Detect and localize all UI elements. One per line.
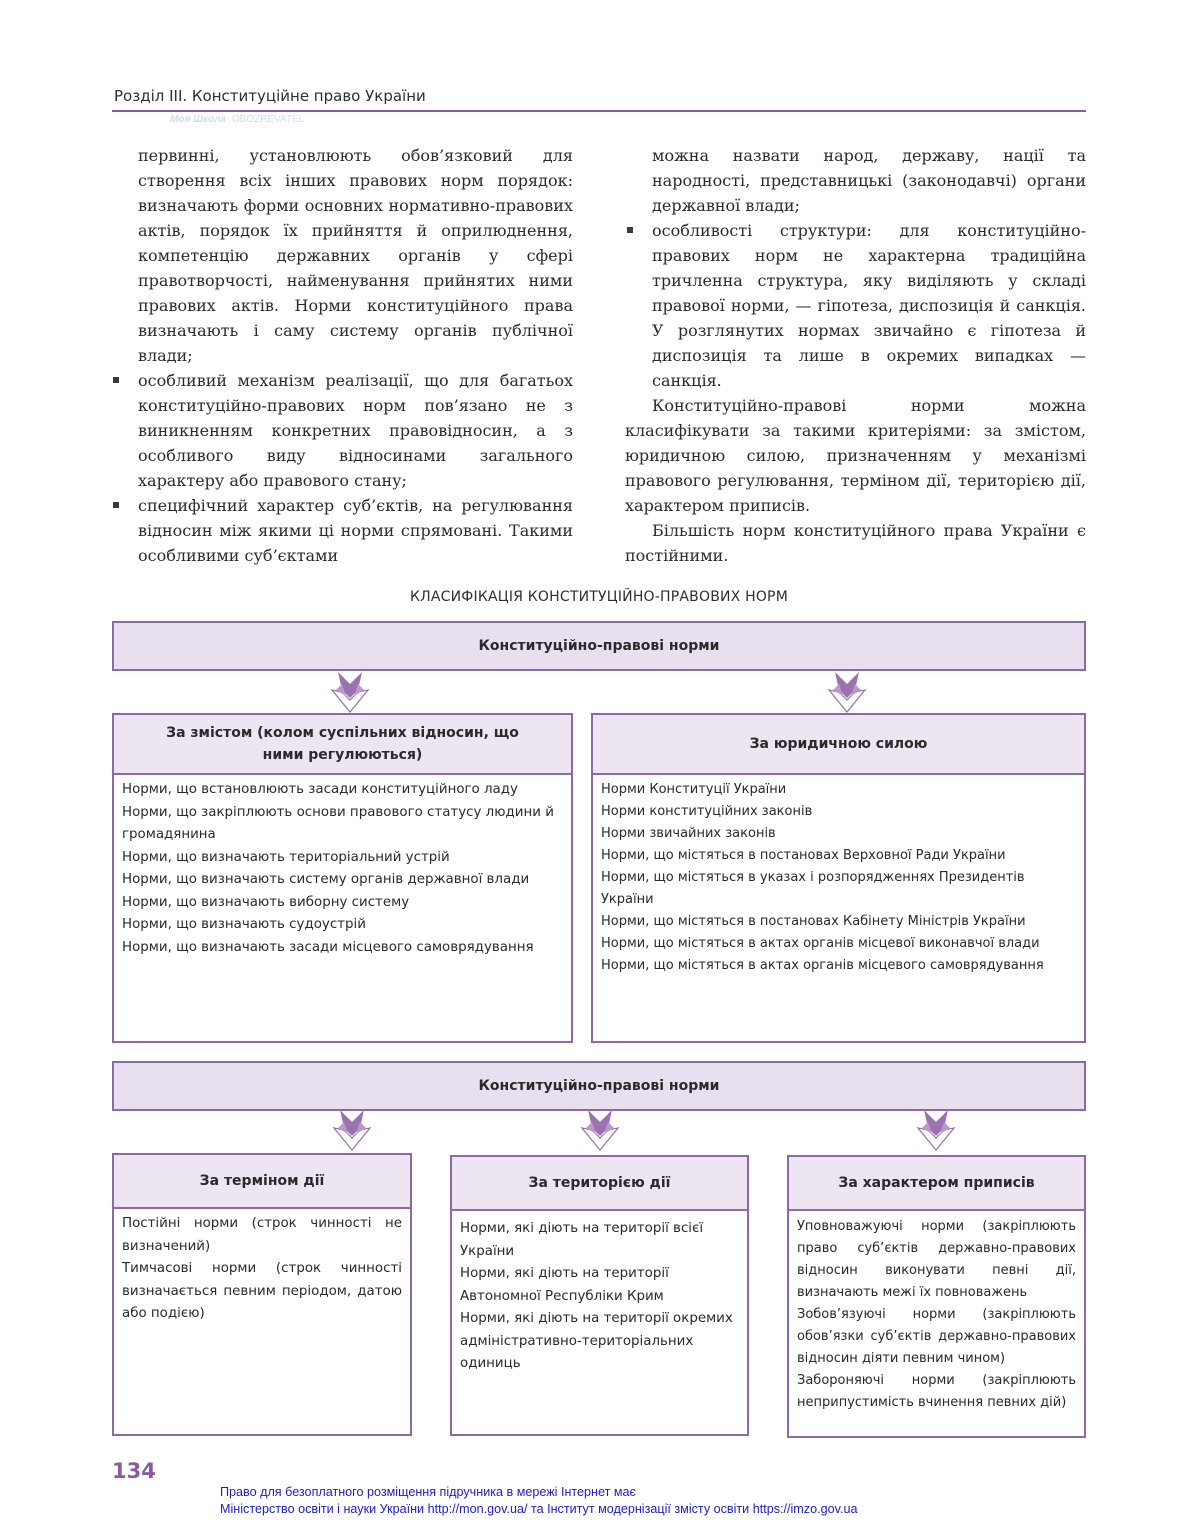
paragraph: первинні, установлюють обов’язковий для створення всіх інших правових норм порядок: визначають форми основних нормативно-правових актів, порядок їх прийняття й оприлюднення, компетенцію державних органів у сфері правотворчості, найменування прийнятих ними правових актів. Норми конституційного права визначають і саму систему органів публічної влади; xyxy=(138,146,573,365)
list-item: Норми, що визначають виборну систему xyxy=(122,894,410,910)
classification-box-prescriptions xyxy=(787,1155,1086,1438)
list-item: Норми звичайних законів xyxy=(601,826,776,841)
list-item: Норми, що містяться в актах органів місцевої виконавчої влади xyxy=(601,936,1040,951)
bullet-text: особливості структури: для конституційно-правових норм не характерна традиційна тричленна структура, яку виділяють у складі правової норми, — гіпотеза, диспозиція й санкція. У розглянутих нормах звичайно є гіпотеза й диспозиція та лише в окремих випадках — санкція. xyxy=(652,221,1086,390)
list-item: Норми, які діють на території всієї України xyxy=(460,1221,704,1259)
root-bar-label: Конституційно-правові норми xyxy=(478,638,720,654)
left-text-column xyxy=(138,143,573,568)
list-item: Норми, що містяться в постановах Верховної Ради України xyxy=(601,848,1006,863)
box-body xyxy=(114,775,571,963)
list-item: Уповноважуючі норми (закріплюють право суб’єктів державно-правових відносин виконувати певні дії, визначають межі їх повноважень xyxy=(797,1219,1076,1300)
classification-box-legal-force xyxy=(591,713,1086,1043)
diagram-root-bar xyxy=(112,621,1086,671)
right-text-column xyxy=(625,143,1086,568)
list-item: Норми, що встановлюють засади конституційного ладу xyxy=(122,782,518,797)
list-item: Норми, що визначають територіальний устрій xyxy=(122,849,450,865)
bullet-icon xyxy=(113,502,119,508)
footer-line-1: Право для безоплатного розміщення підручника в мережі Інтернет має xyxy=(220,1485,636,1499)
list-item: Тимчасові норми (строк чинності визначається певним періодом, датою або подією) xyxy=(122,1261,402,1321)
classification-box-territory xyxy=(450,1155,749,1436)
box-body xyxy=(593,775,1084,981)
watermark-logo xyxy=(170,114,304,125)
list-item: Норми конституційних законів xyxy=(601,804,813,819)
box-heading-text: За характером приписів xyxy=(838,1175,1035,1191)
list-item: Норми, що визначають засади місцевого самоврядування xyxy=(122,939,534,955)
bullet-item xyxy=(652,218,1086,393)
box-body xyxy=(789,1211,1084,1418)
box-heading xyxy=(452,1157,747,1211)
arrow-down-icon xyxy=(580,1108,620,1152)
list-item: Норми, що містяться в указах і розпорядженнях Президентів України xyxy=(601,870,1025,907)
box-heading-text: За змістом (колом суспільних відносин, що ними регулюються) xyxy=(166,725,519,763)
bullet-text: специфічний характер суб’єктів, на регулювання відносин між якими ці норми спрямовані. Такими особливими суб’єктами xyxy=(138,496,573,565)
brand-text-2: OBOZREVATEL xyxy=(231,114,305,125)
list-item: Норми, що визначають судоустрій xyxy=(122,917,366,932)
list-item: Норми, що містяться в постановах Кабінету Міністрів України xyxy=(601,914,1026,929)
list-item: Постійні норми (строк чинності не визначений) xyxy=(122,1216,402,1254)
root-bar-label: Конституційно-правові норми xyxy=(478,1078,720,1094)
footer-notice xyxy=(220,1484,1080,1518)
classification-box-term xyxy=(112,1153,412,1436)
paragraph: можна назвати народ, державу, нації та народності, представницькі (законодавчі) органи державної влади; xyxy=(652,146,1086,215)
bullet-icon xyxy=(627,227,633,233)
list-item: Зобов’язуючі норми (закріплюють обов’язки суб’єктів державно-правових відносин діяти певним чином) xyxy=(797,1307,1076,1366)
box-body xyxy=(114,1209,410,1330)
bullet-icon xyxy=(113,377,119,383)
paragraph: Більшість норм конституційного права України є постійними. xyxy=(625,521,1086,565)
box-heading-text: За територією дії xyxy=(528,1175,671,1191)
arrow-down-icon xyxy=(330,670,370,714)
list-item: Норми, що закріплюють основи правового статусу людини й громадянина xyxy=(122,804,554,842)
box-heading xyxy=(789,1157,1084,1211)
arrow-down-icon xyxy=(332,1108,372,1152)
box-heading-text: За терміном дії xyxy=(199,1173,325,1189)
box-heading-text: За юридичною силою xyxy=(749,736,928,752)
box-body xyxy=(452,1211,747,1380)
bullet-item xyxy=(138,368,573,493)
arrow-down-icon xyxy=(916,1108,956,1152)
bullet-item xyxy=(138,493,573,568)
brand-text: Моя Школа xyxy=(170,114,226,125)
list-item: Норми Конституції України xyxy=(601,782,787,797)
list-item: Забороняючі норми (закріплюють неприпустимість вчинення певних дій) xyxy=(797,1373,1076,1410)
footer-line-2[interactable]: Міністерство освіти і науки України http://mon.gov.ua/ та Інститут модернізації змісту освіти https://imzo.gov.ua xyxy=(220,1502,858,1516)
bullet-text: особливий механізм реалізації, що для багатьох конституційно-правових норм пов’язано не з виникненням конкретних правовідносин, а з особливого виду відносинами загального характеру або правового стану; xyxy=(138,371,573,490)
diagram-title: КЛАСИФІКАЦІЯ КОНСТИТУЦІЙНО-ПРАВОВИХ НОРМ xyxy=(410,589,788,605)
diagram-root-bar-2 xyxy=(112,1061,1086,1111)
list-item: Норми, що містяться в актах органів місцевого самоврядування xyxy=(601,958,1044,973)
arrow-down-icon xyxy=(827,670,867,714)
chapter-title: Розділ ІІІ. Конституційне право України xyxy=(114,87,426,105)
page-number: 134 xyxy=(112,1459,156,1483)
classification-box-content xyxy=(112,713,573,1043)
list-item: Норми, що визначають систему органів державної влади xyxy=(122,872,530,887)
paragraph: Конституційно-правові норми можна класифікувати за такими критеріями: за змістом, юридичною силою, призначенням у механізмі правового регулювання, терміном дії, територією дії, характером приписів. xyxy=(625,396,1086,515)
list-item: Норми, які діють на території Автономної Республіки Крим xyxy=(460,1266,669,1304)
box-heading xyxy=(114,715,571,775)
page-header xyxy=(112,86,1086,112)
list-item: Норми, які діють на території окремих адміністративно-територіальних одиниць xyxy=(460,1311,733,1371)
box-heading xyxy=(114,1155,410,1209)
box-heading xyxy=(593,715,1084,775)
